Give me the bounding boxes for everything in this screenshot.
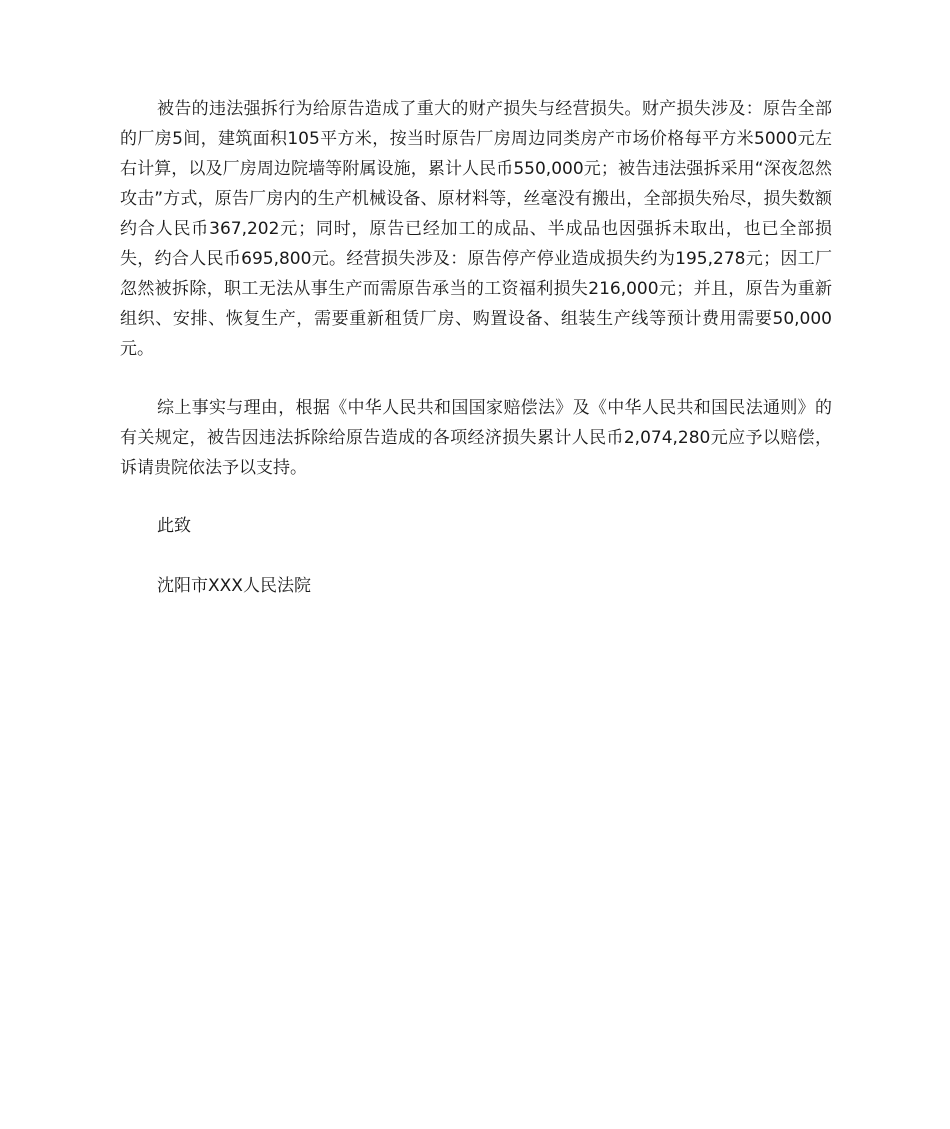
court-addressee: 沈阳市XXX人民法院 [157, 576, 311, 596]
damages-paragraph: 被告的违法强拆行为给原告造成了重大的财产损失与经营损失。财产损失涉及：原告全部的厂房5间，建筑面积105平方米，按当时原告厂房周边同类房产市场价格每平方米5000元左右计算，以及厂房周边院墙等附属设施，累计人民币550,000元；被告违法强拆采用“深夜忽然攻击”方式，原告厂房内的生产机械设备、原材料等，丝毫没有搬出，全部损失殆尽，损失数额约合人民币367,202元；同时，原告已经加工的成品、半成品也因强拆未取出，也已全部损失，约合人民币695,800元。经营损失涉及：原告停产停业造成损失约为195,278元；因工厂忽然被拆除，职工无法从事生产而需原告承当的工资福利损失216,000元；并且，原告为重新组织、安排、恢复生产，需要重新租赁厂房、购置设备、组装生产线等预计费用需要50,000元。 [120, 99, 832, 359]
document-page [120, 94, 832, 601]
closing-salutation: 此致 [157, 516, 191, 536]
conclusion-paragraph: 综上事实与理由，根据《中华人民共和国国家赔偿法》及《中华人民共和国民法通则》的有关规定，被告因违法拆除给原告造成的各项经济损失累计人民币2,074,280元应予以赔偿，诉请贵院依法予以支持。 [120, 398, 832, 478]
